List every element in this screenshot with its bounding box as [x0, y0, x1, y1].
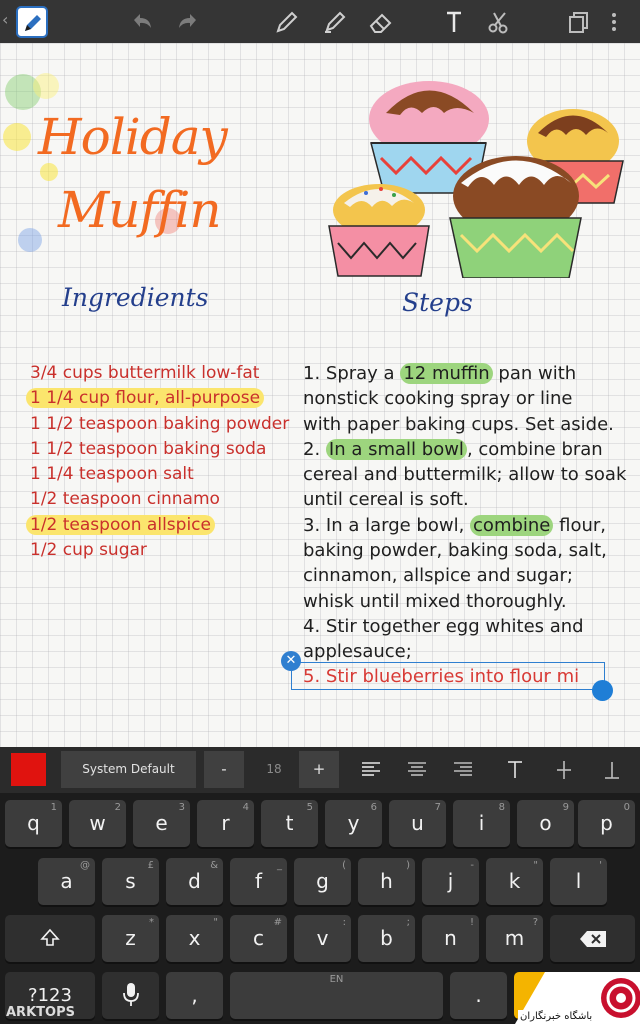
- step-text: pan with: [492, 363, 577, 384]
- key-hint: 3: [178, 802, 185, 813]
- pen-icon[interactable]: [271, 6, 303, 38]
- key-h[interactable]: [358, 858, 415, 905]
- shift-key[interactable]: [5, 915, 95, 962]
- key-f[interactable]: [230, 858, 287, 905]
- key-hint: (: [342, 860, 346, 871]
- step-line: whisk until mixed thoroughly.: [303, 590, 567, 612]
- key-label: o: [539, 811, 552, 835]
- ingredient-text: 3/4 cups buttermilk low-fat: [30, 363, 260, 383]
- key-label: m: [504, 926, 525, 950]
- step-line: cereal and buttermilk; allow to soak: [303, 464, 627, 486]
- step-line: [303, 513, 633, 538]
- key-label: v: [316, 926, 329, 950]
- valign-middle-icon[interactable]: [553, 759, 575, 781]
- scissors-icon[interactable]: [483, 6, 515, 38]
- redo-icon[interactable]: [172, 6, 204, 38]
- ingredient-text-highlighted: 1 1/4 cup flour, all-purpose: [26, 388, 264, 408]
- key-label: j: [447, 869, 454, 893]
- key-y[interactable]: [325, 800, 382, 847]
- microphone-icon: [122, 982, 140, 1008]
- ingredient-item: [30, 437, 295, 462]
- key-label: d: [188, 869, 201, 893]
- ingredient-text: 1 1/2 teaspoon baking powder: [30, 413, 290, 434]
- space-key[interactable]: [230, 972, 443, 1019]
- key-b[interactable]: [358, 915, 415, 962]
- key-label: s: [125, 869, 136, 893]
- key-hint: 8: [498, 802, 505, 813]
- note-title-line2: Muffin: [58, 181, 221, 239]
- step-text: flour,: [553, 514, 606, 536]
- key-hint: 9: [562, 802, 569, 813]
- highlighter-icon[interactable]: [319, 6, 351, 38]
- ingredient-item: [30, 386, 295, 411]
- key-label: p: [600, 811, 613, 835]
- key-t[interactable]: [261, 800, 318, 847]
- key-d[interactable]: [166, 858, 223, 905]
- align-left-icon[interactable]: [360, 759, 382, 781]
- ingredient-text: 1 1/4 teaspoon salt: [30, 464, 194, 485]
- key-hint: ): [406, 860, 410, 871]
- key-i[interactable]: [453, 800, 510, 847]
- key-hint: 6: [370, 802, 377, 813]
- key-s[interactable]: [102, 858, 159, 905]
- note-title-line1: Holiday: [38, 108, 227, 166]
- step-text: , combine bran: [466, 438, 603, 460]
- steps-heading: Steps: [402, 288, 473, 317]
- pages-icon[interactable]: [562, 6, 594, 38]
- key-label: n: [444, 926, 457, 950]
- key-v[interactable]: [294, 915, 351, 962]
- undo-icon[interactable]: [126, 6, 158, 38]
- key-o[interactable]: [517, 800, 574, 847]
- key-label: c: [253, 926, 264, 950]
- key-hint: ': [599, 860, 602, 871]
- key-label: f: [254, 869, 263, 893]
- key-hint: -: [470, 860, 474, 871]
- key-hint: _: [277, 860, 282, 871]
- key-hint: 2: [114, 802, 121, 813]
- step-line: baking powder, baking soda, salt,: [303, 540, 607, 562]
- muffins-illustration: [326, 63, 626, 282]
- font-size-value: 18: [266, 762, 282, 776]
- period-key[interactable]: .: [450, 972, 507, 1019]
- ingredient-item: [30, 487, 295, 512]
- key-hint: ?: [532, 917, 538, 928]
- key-label: q: [27, 811, 40, 835]
- key-j[interactable]: [422, 858, 479, 905]
- key-label: e: [155, 811, 168, 835]
- key-hint: ;: [406, 917, 410, 928]
- step-line: cinnamon, allspice and sugar;: [303, 565, 573, 587]
- ingredient-item: [30, 513, 295, 538]
- steps-list: [303, 361, 633, 665]
- key-hint: :: [342, 917, 346, 928]
- font-family-button[interactable]: System Default: [61, 751, 196, 788]
- editing-text[interactable]: 5. Stir blueberries into flour mi: [303, 666, 580, 687]
- step-line: 4. Stir together egg whites and: [303, 615, 584, 637]
- note-page[interactable]: [0, 43, 640, 747]
- key-hint: *: [149, 917, 154, 928]
- step-line: [303, 437, 633, 462]
- key-hint: ": [213, 917, 218, 928]
- ingredient-item: [30, 538, 295, 563]
- key-hint: 4: [242, 802, 249, 813]
- key-label: z: [125, 926, 136, 950]
- key-hint: 0: [623, 802, 630, 813]
- step-text-highlighted: 12 muffin: [400, 363, 492, 384]
- decor-dot: [3, 123, 31, 151]
- ingredients-heading: Ingredients: [62, 283, 209, 312]
- brand-watermark: ARKTOPS: [6, 1005, 75, 1020]
- ingredient-text: 1 1/2 teaspoon baking soda: [30, 438, 267, 459]
- comma-key[interactable]: ,: [166, 972, 223, 1019]
- decor-dot: [18, 228, 42, 252]
- key-hint: ": [533, 860, 538, 871]
- key-a[interactable]: [38, 858, 95, 905]
- key-label: b: [380, 926, 393, 950]
- key-m[interactable]: [486, 915, 543, 962]
- valign-top-icon[interactable]: [504, 759, 526, 781]
- ingredient-text: 1/2 teaspoon cinnamo: [30, 489, 220, 510]
- ingredients-list: [30, 361, 295, 563]
- key-x[interactable]: [166, 915, 223, 962]
- key-hint: &: [210, 860, 218, 871]
- ingredient-text-highlighted: 1/2 teaspoon allspice: [26, 515, 215, 535]
- valign-bottom-icon[interactable]: [601, 759, 623, 781]
- key-label: u: [411, 811, 424, 835]
- key-w[interactable]: [69, 800, 126, 847]
- step-line: nonstick cooking spray or line: [303, 388, 573, 410]
- shift-icon: [39, 927, 61, 949]
- back-icon[interactable]: ‹: [2, 10, 9, 29]
- text-tool-icon[interactable]: [438, 6, 470, 38]
- key-label: a: [60, 869, 73, 893]
- key-z[interactable]: [102, 915, 159, 962]
- key-k[interactable]: [486, 858, 543, 905]
- align-right-icon[interactable]: [452, 759, 474, 781]
- close-icon[interactable]: ✕: [281, 651, 301, 671]
- key-u[interactable]: [389, 800, 446, 847]
- key-label: y: [347, 811, 360, 835]
- resize-handle[interactable]: [592, 680, 613, 701]
- ingredient-item: [30, 412, 295, 437]
- ingredient-text: 1/2 cup sugar: [30, 540, 147, 561]
- key-l[interactable]: [550, 858, 607, 905]
- key-label: h: [380, 869, 393, 893]
- key-label: k: [508, 869, 521, 893]
- ingredient-item: [30, 462, 295, 487]
- backspace-key[interactable]: [550, 915, 635, 962]
- key-hint: £: [147, 860, 154, 871]
- key-label: w: [89, 811, 106, 835]
- align-center-icon[interactable]: [406, 759, 428, 781]
- text-format-bar: [0, 747, 640, 793]
- key-hint: @: [80, 860, 90, 871]
- key-hint: !: [469, 917, 474, 928]
- eraser-icon[interactable]: [365, 6, 397, 38]
- step-line: [303, 361, 633, 386]
- key-r[interactable]: [197, 800, 254, 847]
- app-pen-icon[interactable]: [16, 6, 48, 38]
- key-label: g: [316, 869, 329, 893]
- text-color-swatch[interactable]: [11, 753, 46, 786]
- key-label: t: [285, 811, 294, 835]
- key-hint: 1: [50, 802, 57, 813]
- font-size-increase-button[interactable]: +: [299, 751, 339, 788]
- font-size-decrease-button[interactable]: -: [204, 751, 244, 788]
- ingredient-item: [30, 361, 295, 386]
- more-icon[interactable]: [600, 6, 628, 38]
- key-label: i: [478, 811, 485, 835]
- step-line: applesauce;: [303, 641, 412, 663]
- step-text-highlighted: In a small bowl: [326, 439, 467, 460]
- key-p[interactable]: [578, 800, 635, 847]
- key-g[interactable]: [294, 858, 351, 905]
- key-hint: 5: [306, 802, 313, 813]
- key-e[interactable]: [133, 800, 190, 847]
- step-line: with paper baking cups. Set aside.: [303, 413, 614, 435]
- key-label: l: [575, 869, 582, 893]
- voice-input-key[interactable]: [102, 972, 159, 1019]
- symbols-key[interactable]: ?123: [5, 972, 95, 1019]
- decor-dot: [33, 73, 59, 99]
- step-text: 3. In a large bowl,: [303, 514, 471, 536]
- top-toolbar: [0, 0, 640, 43]
- step-text: 1. Spray a: [303, 363, 401, 384]
- step-text-highlighted: combine: [470, 515, 553, 536]
- key-c[interactable]: [230, 915, 287, 962]
- watermark-text: باشگاه خبرنگاران: [520, 1011, 593, 1022]
- key-label: x: [188, 926, 201, 950]
- language-label: EN: [329, 974, 344, 985]
- key-hint: 7: [434, 802, 441, 813]
- key-hint: #: [273, 917, 282, 928]
- step-text: 2.: [303, 438, 326, 460]
- step-line: until cereal is soft.: [303, 489, 469, 511]
- key-q[interactable]: [5, 800, 62, 847]
- key-n[interactable]: [422, 915, 479, 962]
- active-text-box[interactable]: [291, 662, 605, 690]
- key-label: r: [221, 811, 230, 835]
- backspace-icon: [579, 930, 607, 948]
